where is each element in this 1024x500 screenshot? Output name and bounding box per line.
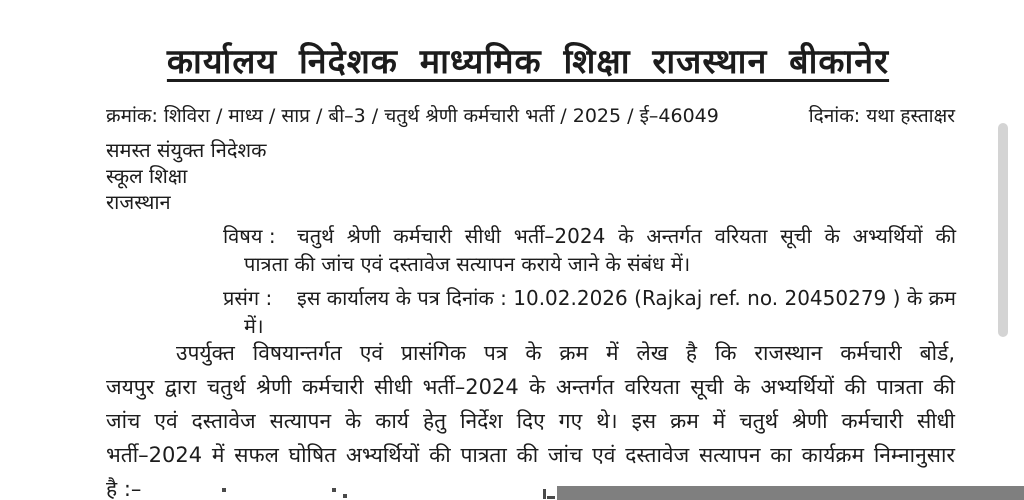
addressee-line: स्कूल शिक्षा xyxy=(106,164,188,188)
letter-date-value: यथा हस्ताक्षर xyxy=(866,105,955,127)
body-paragraph xyxy=(106,336,955,500)
cut-off-text-fragment xyxy=(543,489,546,499)
subject-first-line xyxy=(223,222,956,250)
subject-block xyxy=(223,222,956,278)
body-line: भर्ती–2024 में सफल घोषित अभ्यर्थियों की पात्रता की जांच एवं दस्तावेज सत्यापन का कार्यक्रम निम्नानुसार xyxy=(106,443,955,467)
subject-text-line: पात्रता की जांच एवं दस्तावेज सत्यापन कराये जाने के संबंध में। xyxy=(244,252,691,276)
body-line: जांच एवं दस्तावेज सत्यापन के कार्य हेतु निर्देश दिए गए थे। इस क्रम में चतुर्थ श्रेणी कर्मचारी सीधी xyxy=(106,409,955,433)
reference-number-row xyxy=(106,103,955,129)
page-title xyxy=(100,38,956,86)
vertical-scrollbar-thumb[interactable] xyxy=(998,123,1008,337)
letter-number-value: शिविरा / माध्य / साप्र / बी–3 / चतुर्थ श्रेणी कर्मचारी भर्ती / 2025 / ई–46049 xyxy=(163,105,719,127)
subject-label: विषय : xyxy=(223,224,276,248)
reference-label: प्रसंग : xyxy=(223,286,273,310)
addressee-block xyxy=(106,137,266,215)
cut-off-text-fragment xyxy=(547,496,555,499)
cut-off-text-fragment xyxy=(343,494,347,498)
subject-text-line: चतुर्थ श्रेणी कर्मचारी सीधी भर्ती–2024 के अन्तर्गत वरियता सूची के अभ्यर्थियों की xyxy=(297,224,956,248)
letter-number xyxy=(106,103,719,129)
reference-text-line: में। xyxy=(244,314,264,338)
cut-off-table-row-bar xyxy=(557,486,1024,500)
reference-text-line: इस कार्यालय के पत्र दिनांक : 10.02.2026 (Rajkaj ref. no. 20450279 ) के क्रम xyxy=(297,286,956,310)
letter-number-label: क्रमांक: xyxy=(106,105,158,127)
letter-date xyxy=(809,103,955,129)
letter-date-label: दिनांक: xyxy=(808,105,861,127)
body-line: उपर्युक्त विषयान्तर्गत एवं प्रासंगिक पत्र के क्रम में लेख है कि राजस्थान कर्मचारी बोर्ड, xyxy=(176,341,955,365)
addressee-line: राजस्थान xyxy=(106,190,171,214)
body-tail-line: है :– xyxy=(106,477,142,500)
cut-off-text-fragment xyxy=(222,488,226,492)
cut-off-text-fragment xyxy=(332,488,336,492)
reference-block xyxy=(223,284,956,340)
body-line: जयपुर द्वारा चतुर्थ श्रेणी कर्मचारी सीधी भर्ती–2024 के अन्तर्गत वरियता सूची के अभ्यर्थियों की पात्रता की xyxy=(106,375,955,399)
reference-first-line xyxy=(223,284,956,312)
addressee-line: समस्त संयुक्त निदेशक xyxy=(106,138,267,162)
page-title-text: कार्यालय निदेशक माध्यमिक शिक्षा राजस्थान बीकानेर xyxy=(166,42,890,82)
